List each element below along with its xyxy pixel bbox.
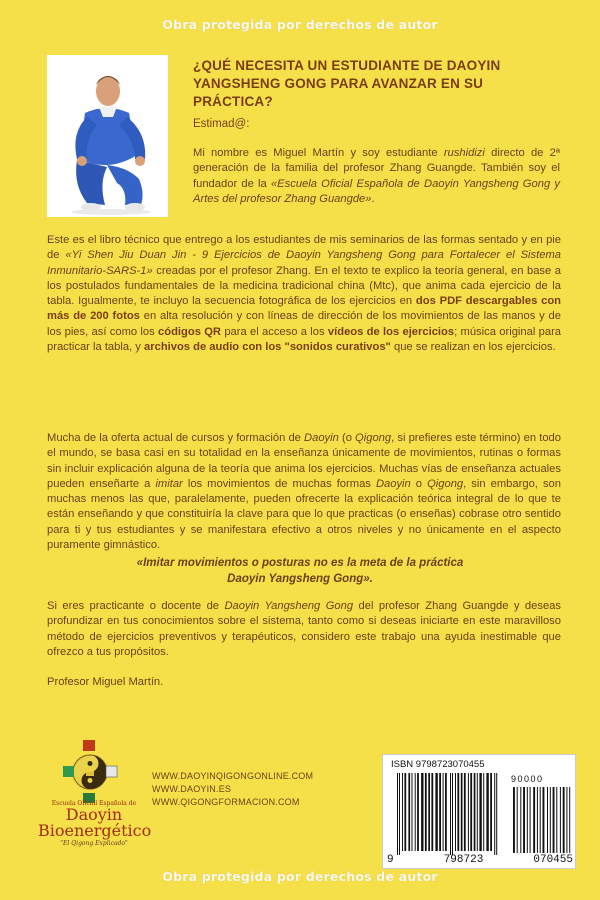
barcode-bar — [464, 773, 466, 851]
addon-barcode-bar — [533, 787, 535, 853]
addon-barcode-bar — [537, 787, 538, 853]
addon-barcode-bar — [553, 787, 555, 853]
body-paragraph-2: Mucha de la oferta actual de cursos y formación de Daoyin (o Qigong, si prefieres este término) en todo el mundo, se basa casi en su totalidad en la enseñanza únicamente de movimientos, rutinas o formas sin incluir explicación alguna de la teoría que anima los ejercicios. Muchas vías de enseñanza actuales pueden enseñarte a imitar los movimientos de muchas formas Daoyin o Qigong, sin embargo, son muchas menos las que, paralelamente, pueden ofrecerte la explicación teórica integral de lo que te están enseñando y que constituiría la clave para que lo que practicas (o enseñas) cobrase otro sentido para ti y tus estudiantes y se manifestara efectivo a otros niveles y no únicamente en el aspecto puramente gimnástico. — [47, 432, 561, 552]
addon-barcode-bar — [569, 787, 570, 853]
barcode-bar — [404, 773, 406, 851]
barcode-bar — [425, 773, 427, 851]
copyright-watermark-bottom: Obra protegida por derechos de autor — [162, 869, 438, 884]
website-url[interactable]: WWW.DAOYIN.ES — [152, 784, 232, 794]
barcode-bar — [402, 773, 403, 851]
school-logo-text — [38, 800, 150, 848]
addon-barcode-bar — [517, 787, 518, 853]
greeting: Estimad@: — [193, 118, 250, 130]
barcode-bar — [483, 773, 484, 851]
barcode-bar — [428, 773, 430, 851]
barcode-bar — [412, 773, 413, 851]
copyright-watermark-top: Obra protegida por derechos de autor — [162, 17, 438, 32]
addon-barcode-bar — [556, 787, 557, 853]
addon-barcode-bar — [566, 787, 567, 853]
barcode-bar — [490, 773, 492, 851]
barcode-bar — [470, 773, 472, 851]
barcode-bar — [415, 773, 416, 851]
barcode-bar — [461, 773, 463, 851]
pull-quote-line-1: «Imitar movimientos o posturas no es la meta de la práctica — [136, 557, 464, 569]
barcode-bar — [421, 773, 423, 851]
website-list — [152, 770, 313, 809]
addon-barcode-bar — [560, 787, 561, 853]
barcode-digit-group: 070455 — [533, 854, 573, 866]
body-paragraph-3: Si eres practicante o docente de Daoyin Yangsheng Gong del profesor Zhang Guangde y deseas profundizar en tus conocimientos sobre el sistema, tanto como si deseas iniciarte en este maravilloso método de ejercicios preventivos y terapéuticos, considero este trabajo una ayuda inestimable que ofrezco a tus propósitos. — [47, 600, 561, 658]
price-code: 90000 — [511, 774, 544, 784]
barcode-bar — [399, 773, 400, 855]
addon-barcode-bar — [523, 787, 525, 853]
barcode-bar — [474, 773, 476, 851]
barcode-bar — [468, 773, 469, 851]
barcode-bar — [439, 773, 441, 851]
barcode-bar — [431, 773, 433, 851]
barcode-bar — [417, 773, 419, 851]
barcode-bars — [383, 755, 577, 870]
addon-barcode-bar — [540, 787, 541, 853]
barcode-bar — [397, 773, 398, 855]
addon-barcode-bar — [547, 787, 548, 853]
website-url[interactable]: WWW.DAOYINQIGONGONLINE.COM — [152, 771, 314, 781]
addon-barcode-bar — [513, 787, 515, 853]
addon-barcode-bar — [530, 787, 531, 853]
barcode-digit-group: 798723 — [443, 854, 484, 866]
addon-barcode-bar — [543, 787, 545, 853]
author-photo — [47, 55, 168, 217]
author-signature: Profesor Miguel Martín. — [47, 676, 164, 688]
barcode-bar — [450, 773, 451, 855]
logo-name-line-1: Daoyin — [65, 805, 123, 824]
barcode-bar — [443, 773, 444, 851]
barcode-bar — [457, 773, 459, 851]
barcode-bar — [496, 773, 497, 855]
addon-barcode-bar — [527, 787, 528, 853]
pull-quote — [95, 555, 505, 587]
addon-barcode-bar — [550, 787, 551, 853]
body-paragraph-1: Este es el libro técnico que entrego a los estudiantes de mis seminarios de las formas sentado y en pie de «Yi Shen Jiu Duan Jin - 9 Ejercicios de Daoyin Yangsheng Gong para Fortalecer el Sistema Inmunitario-SARS-1» creadas por el profesor Zhang. En el texto te explico la teoría general, en base a los postulados fundamentales de la medicina tradicional china (Mtc), que anima cada ejercicio de la tabla. Igualmente, te incluyo la secuencia fotográfica de los ejercicios en dos PDF descargables con más de 200 fotos en alta resolución y con líneas de dirección de los movimientos de las manos y de los pies, así como los códigos QR para el acceso a los vídeos de los ejercicios; música original para practicar la tabla, y archivos de audio con los "sonidos curativos" que se realizan en los ejercicios. — [47, 234, 562, 354]
intro-paragraph: Mi nombre es Miguel Martín y soy estudiante rushidizi directo de 2ª generación de la familia del profesor Zhang Guangde. También soy el fundador de la «Escuela Oficial Española de Daoyin Yangsheng Gong y Artes del profesor Zhang Guangde». — [193, 147, 560, 205]
barcode-bar — [455, 773, 456, 851]
barcode-bar — [479, 773, 481, 851]
yin-yang-emblem-icon — [40, 738, 150, 803]
barcode-digit-group: 9 — [387, 854, 394, 866]
barcode-bar — [486, 773, 488, 851]
barcode-bar — [494, 773, 495, 855]
barcode-bar — [452, 773, 453, 855]
isbn-barcode — [382, 754, 576, 869]
isbn-label: ISBN 9798723070455 — [391, 759, 485, 770]
barcode-bar — [408, 773, 410, 851]
addon-barcode-bar — [520, 787, 521, 853]
logo-name-line-2: Bioenergético — [38, 821, 152, 840]
logo-subtitle: Escuela Oficial Española de — [51, 800, 137, 807]
website-url[interactable]: WWW.QIGONGFORMACION.COM — [152, 797, 300, 807]
logo-tagline: "El Qigong Explicado" — [60, 840, 128, 847]
addon-barcode-bar — [563, 787, 565, 853]
author-photo-illustration — [47, 55, 168, 217]
barcode-bar — [435, 773, 437, 851]
pull-quote-line-2: Daoyin Yangsheng Gong». — [227, 573, 373, 585]
page-title: ¿QUÉ NECESITA UN ESTUDIANTE DE DAOYIN YANGSHENG GONG PARA AVANZAR EN SU PRÁCTICA? — [193, 58, 501, 109]
barcode-bar — [445, 773, 447, 851]
barcode-digits — [387, 854, 573, 866]
barcode-bar — [477, 773, 478, 851]
